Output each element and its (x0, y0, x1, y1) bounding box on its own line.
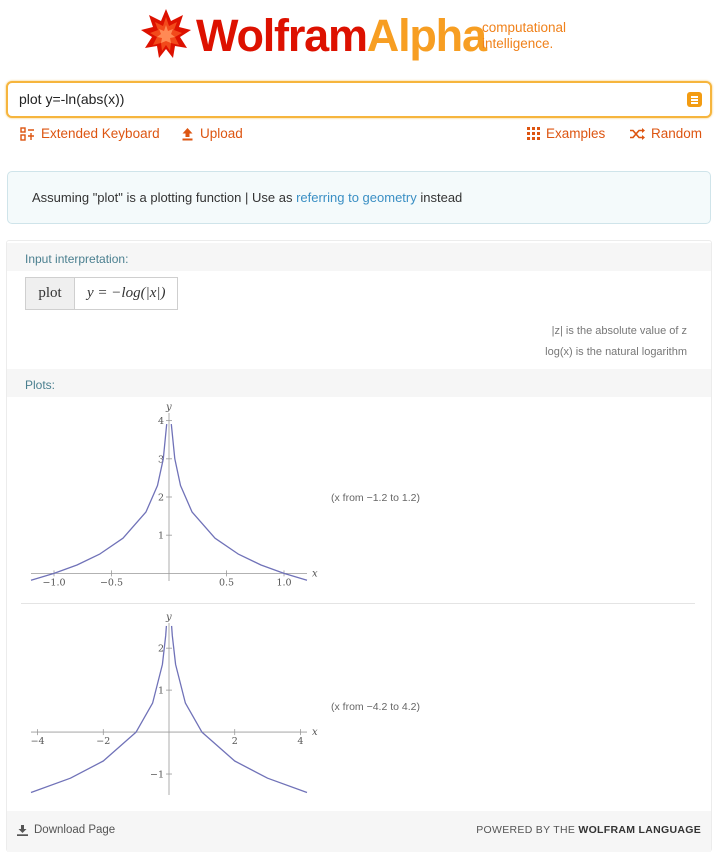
curve-right-branch (171, 424, 307, 580)
extended-keyboard-button[interactable] (20, 126, 160, 141)
y-axis-label: y (166, 612, 172, 623)
assumption-banner (7, 171, 711, 224)
x-tick-label: 4 (297, 736, 304, 748)
examples-button[interactable] (527, 126, 605, 141)
upload-label: Upload (200, 126, 243, 141)
download-page-button[interactable] (17, 824, 115, 836)
curve-left-branch (31, 626, 166, 793)
input-interpretation-table[interactable] (25, 277, 178, 310)
wolframalpha-logo[interactable] (140, 8, 580, 62)
x-tick-label: −2 (96, 736, 111, 748)
interp-key: plot (26, 278, 75, 309)
download-icon (17, 825, 28, 836)
plot-range-2: (x from −4.2 to 4.2) (331, 701, 420, 713)
download-label: Download Page (34, 824, 116, 836)
extended-keyboard-label: Extended Keyboard (41, 126, 160, 141)
y-tick-label: 1 (157, 685, 164, 697)
x-axis-label: x (312, 568, 318, 580)
input-interpretation-title: Input interpretation: (7, 243, 711, 271)
logo-tagline: computational intelligence. (482, 20, 567, 51)
search-bar (6, 81, 712, 118)
x-tick-label: −0.5 (99, 577, 124, 589)
y-tick-label: −1 (149, 769, 164, 781)
x-tick-label: −1.0 (42, 577, 66, 589)
x-tick-label: −4 (30, 736, 45, 748)
y-tick-label: 1 (157, 530, 164, 542)
note-absolute-value: |z| is the absolute value of z (551, 325, 687, 337)
y-tick-label: 4 (157, 416, 164, 428)
submit-button[interactable] (687, 92, 702, 107)
upload-button[interactable] (181, 126, 243, 141)
grid-icon (527, 127, 540, 140)
keyboard-icon (20, 127, 35, 141)
x-tick-label: 1.0 (276, 577, 292, 589)
results-panel (6, 240, 712, 852)
x-axis-label: x (312, 727, 318, 739)
interp-expression: y = −log(|x|) (87, 285, 166, 301)
shuffle-icon (630, 128, 645, 140)
x-tick-label: 2 (231, 736, 238, 748)
plots-title: Plots: (7, 369, 711, 397)
search-input[interactable] (19, 83, 659, 116)
plot-chart-1[interactable] (15, 399, 325, 599)
curve-left-branch (31, 424, 167, 580)
note-natural-log: log(x) is the natural logarithm (545, 346, 687, 358)
assumption-text: Assuming "plot" is a plotting function | Use as (32, 190, 297, 205)
star-icon (140, 8, 192, 60)
y-tick-label: 3 (157, 454, 164, 466)
random-button[interactable] (630, 126, 702, 141)
random-label: Random (651, 126, 703, 141)
logo-wordmark: WolframAlpha (196, 10, 486, 61)
plot-chart-2[interactable] (15, 609, 325, 809)
y-tick-label: 2 (157, 492, 164, 504)
geometry-link[interactable]: referring to geometry (296, 190, 417, 205)
upload-icon (181, 127, 194, 141)
x-tick-label: 0.5 (218, 577, 235, 589)
y-tick-label: 2 (157, 643, 164, 655)
examples-label: Examples (546, 126, 606, 141)
powered-by[interactable]: POWERED BY THE WOLFRAM LANGUAGE (476, 824, 701, 836)
assumption-suffix: instead (416, 190, 463, 205)
plot-divider (21, 603, 695, 604)
y-axis-label: y (166, 402, 172, 413)
plot-range-1: (x from −1.2 to 1.2) (331, 492, 420, 504)
curve-right-branch (172, 626, 307, 793)
results-footer (7, 811, 711, 852)
